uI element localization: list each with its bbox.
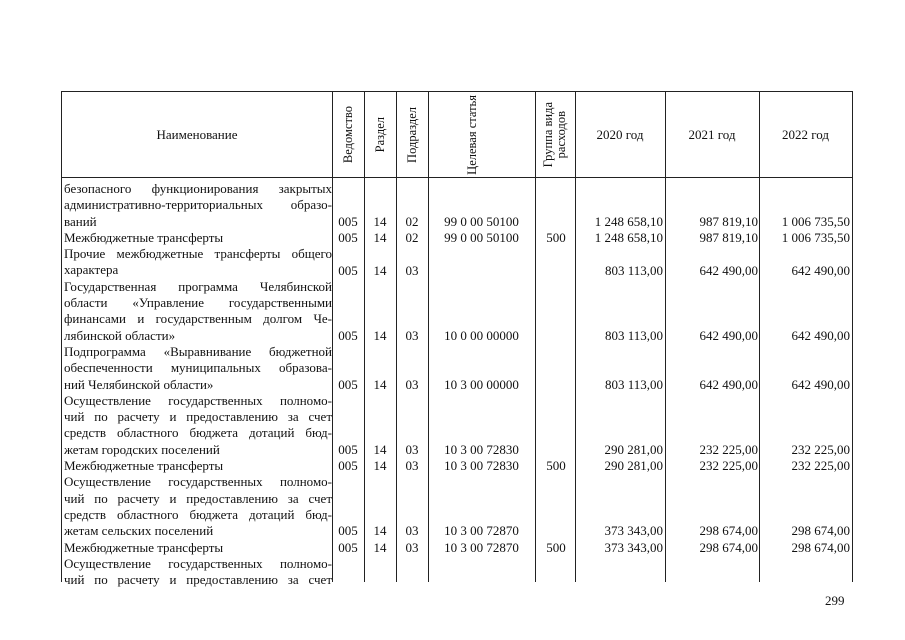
- row-cell-raz: 14: [373, 458, 387, 474]
- row-cell-pod: 03: [405, 376, 419, 392]
- row-cell-y1: 1 248 658,10: [594, 213, 663, 229]
- row-cell-raz: 14: [373, 229, 387, 245]
- row-name-line: административно-территориальных образо-: [64, 197, 332, 213]
- row-name-line: ваний: [64, 213, 97, 229]
- row-name: [64, 230, 332, 246]
- header-gruppa-line2: расходов: [554, 110, 568, 159]
- row-cell-y2: 298 674,00: [699, 523, 758, 539]
- row-cell-ved: 005: [338, 213, 358, 229]
- row-cell-y1: 290 281,00: [604, 441, 663, 457]
- header-vedomstvo: [332, 92, 364, 177]
- row-name-line: средств областного бюджета дотаций бюд-: [64, 506, 332, 522]
- row-name-line: чий по расчету и предоставлению за счет: [64, 409, 332, 425]
- row-cell-pod: 03: [405, 262, 419, 278]
- row-cell-y1: 803 113,00: [604, 262, 663, 278]
- row-name-line: средств областного бюджета дотаций бюд-: [64, 425, 332, 441]
- header-razdel-label: Раздел: [372, 116, 387, 153]
- row-cell-y2: 987 819,10: [699, 229, 758, 245]
- row-name-line: ний Челябинской области»: [64, 376, 214, 392]
- row-cell-raz: 14: [373, 262, 387, 278]
- row-cell-pod: 02: [405, 229, 419, 245]
- row-name: [64, 474, 332, 539]
- row-name-line: Прочие межбюджетные трансферты общего: [64, 246, 332, 262]
- row-cell-y3: 642 490,00: [791, 327, 850, 343]
- header-name: [62, 92, 332, 177]
- row-cell-y3: 642 490,00: [791, 262, 850, 278]
- row-cell-y2: 642 490,00: [699, 376, 758, 392]
- row-cell-ved: 005: [338, 376, 358, 392]
- header-celevaya: [428, 92, 535, 177]
- row-name-line: Осуществление государственных полномо-: [64, 555, 332, 571]
- row-name: [64, 181, 332, 230]
- row-cell-cs: 99 0 00 50100: [444, 213, 519, 229]
- row-cell-y3: 642 490,00: [791, 376, 850, 392]
- row-cell-y2: 987 819,10: [699, 213, 758, 229]
- row-cell-y3: 1 006 735,50: [781, 229, 850, 245]
- row-name-line: жетам городских поселений: [64, 441, 220, 457]
- row-cell-y2: 642 490,00: [699, 262, 758, 278]
- header-celevaya-label: Целевая статья: [464, 94, 479, 175]
- row-name-line: жетам сельских поселений: [64, 523, 214, 539]
- row-cell-cs: 10 0 00 00000: [444, 327, 519, 343]
- row-cell-y1: 1 248 658,10: [594, 229, 663, 245]
- row-cell-y1: 803 113,00: [604, 327, 663, 343]
- row-name-line: Осуществление государственных полномо-: [64, 474, 332, 490]
- row-name: [64, 279, 332, 344]
- row-cell-cs: 99 0 00 50100: [444, 229, 519, 245]
- row-cell-cs: 10 3 00 72830: [444, 458, 519, 474]
- header-gruppa-label: [542, 102, 568, 167]
- row-name-line: лябинской области»: [64, 327, 176, 343]
- row-name-line: Межбюджетные трансферты: [64, 229, 224, 245]
- page-number: 299: [825, 593, 845, 608]
- header-name-label: Наименование: [156, 126, 238, 142]
- row-cell-ved: 005: [338, 539, 358, 555]
- row-cell-raz: 14: [373, 441, 387, 457]
- header-divider: [62, 177, 852, 178]
- row-cell-cs: 10 3 00 00000: [444, 376, 519, 392]
- row-name-line: области «Управление государственными: [64, 295, 332, 311]
- row-cell-pod: 03: [405, 327, 419, 343]
- row-cell-y1: 290 281,00: [604, 458, 663, 474]
- row-cell-y3: 298 674,00: [791, 523, 850, 539]
- header-year1-label: 2020 год: [596, 126, 644, 142]
- row-name: [64, 246, 332, 279]
- row-cell-pod: 02: [405, 213, 419, 229]
- header-gruppa: [535, 92, 575, 177]
- header-podrazdel: [396, 92, 428, 177]
- row-cell-y2: 232 225,00: [699, 458, 758, 474]
- header-year3: [759, 92, 852, 177]
- row-name-line: характера: [64, 262, 119, 278]
- row-name-line: обеспеченности муниципальных образова-: [64, 360, 332, 376]
- row-cell-ved: 005: [338, 523, 358, 539]
- header-podrazdel-label: Подраздел: [404, 106, 419, 163]
- row-cell-ved: 005: [338, 229, 358, 245]
- header-vedomstvo-label: Ведомство: [340, 105, 355, 164]
- row-cell-pod: 03: [405, 441, 419, 457]
- row-cell-pod: 03: [405, 458, 419, 474]
- row-cell-y3: 298 674,00: [791, 539, 850, 555]
- row-cell-raz: 14: [373, 327, 387, 343]
- header-year2: [665, 92, 759, 177]
- row-name-line: Государственная программа Челябинской: [64, 278, 332, 294]
- row-cell-y2: 642 490,00: [699, 327, 758, 343]
- row-name: [64, 556, 332, 589]
- row-name-line: Осуществление государственных полномо-: [64, 392, 332, 408]
- header-year2-label: 2021 год: [688, 126, 736, 142]
- row-name: [64, 458, 332, 474]
- row-cell-ved: 005: [338, 441, 358, 457]
- row-cell-y1: 373 343,00: [604, 523, 663, 539]
- row-name-line: Межбюджетные трансферты: [64, 458, 224, 474]
- row-cell-y1: 803 113,00: [604, 376, 663, 392]
- header-year1: [575, 92, 665, 177]
- row-name-line: чий по расчету и предоставлению за счет: [64, 490, 332, 506]
- row-cell-raz: 14: [373, 539, 387, 555]
- row-cell-y1: 373 343,00: [604, 539, 663, 555]
- row-cell-y3: 232 225,00: [791, 441, 850, 457]
- row-name-line: безопасного функционирования закрытых: [64, 181, 332, 196]
- row-name-line: Межбюджетные трансферты: [64, 539, 224, 555]
- row-name-line: чий по расчету и предоставлению за счет: [64, 572, 332, 588]
- header-year3-label: 2022 год: [782, 126, 829, 142]
- row-cell-grp: 500: [546, 458, 566, 474]
- row-cell-grp: 500: [546, 229, 566, 245]
- row-cell-y3: 1 006 735,50: [781, 213, 850, 229]
- row-cell-cs: 10 3 00 72830: [444, 441, 519, 457]
- row-cell-grp: 500: [546, 539, 566, 555]
- row-cell-ved: 005: [338, 327, 358, 343]
- row-name-line: Подпрограмма «Выравнивание бюджетной: [64, 344, 332, 359]
- header-razdel: [364, 92, 396, 177]
- row-cell-cs: 10 3 00 72870: [444, 539, 519, 555]
- row-cell-y2: 298 674,00: [699, 539, 758, 555]
- budget-table: [61, 91, 853, 588]
- row-name: [64, 540, 332, 556]
- row-cell-cs: 10 3 00 72870: [444, 523, 519, 539]
- row-cell-ved: 005: [338, 262, 358, 278]
- row-name: [64, 344, 332, 393]
- row-cell-y2: 232 225,00: [699, 441, 758, 457]
- header-gruppa-line1: Группа вида: [541, 101, 555, 168]
- row-cell-raz: 14: [373, 213, 387, 229]
- row-cell-pod: 03: [405, 523, 419, 539]
- row-cell-y3: 232 225,00: [791, 458, 850, 474]
- row-cell-pod: 03: [405, 539, 419, 555]
- row-name: [64, 393, 332, 458]
- row-cell-ved: 005: [338, 458, 358, 474]
- row-name-line: финансами и государственным долгом Че-: [64, 311, 332, 327]
- row-cell-raz: 14: [373, 523, 387, 539]
- row-cell-raz: 14: [373, 376, 387, 392]
